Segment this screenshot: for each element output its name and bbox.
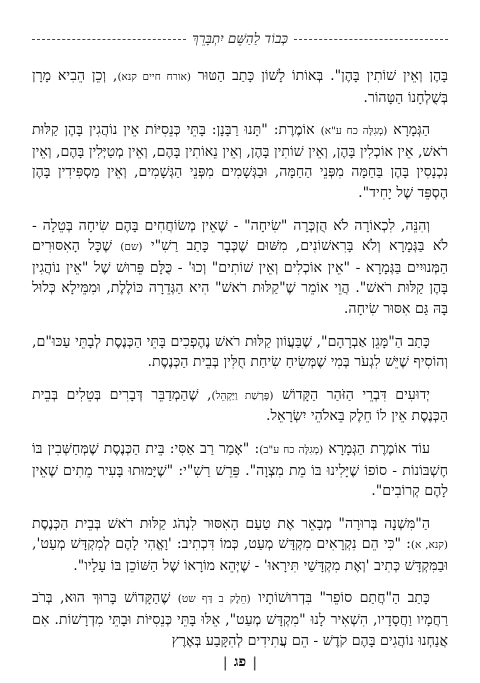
text-run: הַגְּמָרָא: [387, 122, 431, 139]
paragraph: [32, 216, 448, 320]
text-run: הַ"מִּשְׁנָה בְּרוּרָה" מְבָאֵר אֶת טַעַם הָאִסּוּר לִנְהֹג קַלּוּת רֹאשׁ בְּבֵית הַכְּנֶסֶת: [32, 515, 430, 532]
text-run: עוֹד אוֹמֶרֶת הַגְּמָרָא: [323, 440, 430, 457]
paragraph: [32, 120, 448, 203]
source-citation: (אורח חיים קנא): [117, 71, 191, 83]
text-run: שֶׁהַקָּדוֹשׁ בָּרוּךְ הוּא, בְּרֹב רַחֲמָיו וַחֲסָדָיו, הִשְׁאִיר לָנוּ "מִקְדָּשׁ מְעַט", אֵלּוּ בָּתֵּי כְּנֵסִיּוֹת וּבָתֵּי מִדְרָשׁוֹת. אִם אֲנַחְנוּ נוֹהֲגִים בָּהֶם קֹדֶשׁ - הֵם עֲתִידִים לְהִקָּבַע בְּאֶרֶץ: [32, 590, 448, 649]
text-run: : "אָמַר רַב אַסִּי: בֵּית הַכְּנֶסֶת שֶׁמְּחַשְּׁבִין בּוֹ חֶשְׁבּוֹנוֹת - סוֹפוֹ שֶׁיָּלִינוּ בּוֹ מֵת מִצְוָה". פֵּרֵשׁ רַשִׁ"י: "שֶׁיָּמוּתוּ בָּעִיר מֵתִים שֶׁאֵין לָהֶם קְרוֹבִים".: [32, 440, 448, 500]
source-citation: (שם): [120, 241, 143, 254]
paragraph: [32, 514, 448, 577]
text-run: יְדוּעִים דִּבְרֵי הַזֹּהַר הַקָּדוֹשׁ: [273, 386, 430, 403]
text-run: : "כִּי הֵם נִקְרָאִים מִקְדָּשׁ מְעַט, כְּמוֹ דִּכְתִיב: 'וָאֱהִי לָהֶם לְמִקְדָּשׁ מְעַט', וּבַמִּקְדָּשׁ כְּתִיב 'וְאֶת מִקְדָּשַׁי תִּירָאוּ' - שֶׁיְּהֵא מוֹרָאוֹ שֶׁל הַשּׁוֹכֵן בּוֹ עָלָיו".: [32, 536, 448, 574]
paragraph: [32, 588, 448, 651]
source-citation: (פָּרָשַׁת וַיַּקְהֵל): [211, 389, 274, 402]
source-citation: (חֵלֶק ב דַּף שט): [177, 593, 251, 606]
text-run: , וְכֵן הֵבִיא מָרָן בְּשֻׁלְחָנוֹ הַטָּהוֹר.: [32, 68, 448, 106]
text-run: בָּהֶן וְאֵין שׁוֹתִין בָּהֶן". בְּאוֹתוֹ לָשׁוֹן כָּתַב הַטּוּר: [190, 68, 448, 84]
footer-separator-left: |: [222, 654, 228, 671]
header-rule-left: [32, 39, 186, 40]
source-citation: (קנא, א): [410, 539, 448, 552]
page-number: פג: [233, 654, 247, 670]
text-run: , שֶׁהַמְדַבֵּר דְּבָרִים בְּטֵלִים בְּבֵית הַכְּנֶסֶת אֵין לוֹ חֵלֶק בֵּאלֹהֵי יִשְׂרָאֵל.: [32, 386, 448, 425]
text-run: כָּתַב הַ"מָּגֵן אַבְרָהָם", שֶׁבַּעֲוֹון קַלּוּת רֹאשׁ נֶהֶפְכִים בָּתֵּי הַכְּנֶסֶת לְבָתֵּי עַכּוּ"ם, וְהוֹסִיף שֶׁיֵּשׁ לִגְעֹר בְּמִי שֶׁמְּשִׂיחַ שִׂיחַת חֻלִּין בְּבֵית הַכְּנֶסֶת.: [32, 333, 448, 371]
paragraph: [32, 439, 448, 502]
text-run: אוֹמֶרֶת: "תָּנוּ רַבָּנָן: בָּתֵּי כְּנֵסִיּוֹת אֵין נוֹהֲגִין בָּהֶן קַלּוּת רֹאשׁ, אֵין אוֹכְלִין בָּהֶן, וְאֵין שׁוֹתִין בָּהֶן, וְאֵין נֵאוֹתִין בָּהֶם, וְאֵין מְטַיְּלִין בָּהֶם, וְאֵין נִכְנָסִין בָּהֶן בַּחַמָּה מִפְּנֵי הַחַמָּה, וּבַגְּשָׁמִים מִפְּנֵי הַגְּשָׁמִים, וְאֵין מַסְפִּידִין בָּהֶן הֶסְפֵּד שֶׁל יָחִיד".: [32, 122, 448, 201]
paragraph: [32, 385, 448, 427]
header-title: כְּבוֹד לַהַשֵּׁם יִתְבָּרֵךְ: [192, 31, 288, 47]
source-citation: (מְגִלָּה כח ע"א): [320, 125, 388, 138]
running-header: [32, 28, 448, 50]
text-run: וְהִנֵּה, לִכְאוֹרָה לֹא הֻזְכְּרָה "שִׂיחָה" - שֶׁאֵין מְשׂוֹחֲחִים בָּהֶם שִׂיחָה בְּטֵלָה - לֹא בַּגְּמָרָא וְלֹא בָּרִאשׁוֹנִים, מִשּׁוּם שֶׁכְּבָר כָּתַב רַשִׁ"י: [32, 217, 448, 255]
text-run: שֶׁכָּל הָאִסּוּרִים הַמְּנוּיִים בַּגְּמָרָא - "אֵין אוֹכְלִים וְאֵין שׁוֹתִים" וְכוּ' - כֻּלָּם פֵּרוּשׁ שֶׁל "אֵין נוֹהֲגִין בָּהֶן קַלּוּת רֹאשׁ". הֲוֵי אוֹמֵר שֶׁ"קַלּוּת רֹאשׁ" הִיא הַגְּדֵרָה כּוֹלֶלֶת, וּמִמֵּילָא כְּלוּל בָּהּ גַּם אִסּוּר שִׂיחָה.: [32, 238, 448, 317]
header-rule-right: [294, 39, 448, 40]
body-text: [32, 66, 448, 651]
footer-separator-right: |: [252, 654, 258, 671]
paragraph: [32, 332, 448, 373]
paragraph: [32, 66, 448, 108]
source-citation: (מְגִלָּה כח ע"ב): [259, 443, 324, 456]
page-footer: [0, 654, 480, 671]
text-run: כָּתַב הַ"חֲתַם סוֹפֵר" בִּדְרוּשׁוֹתָיו: [250, 590, 430, 607]
